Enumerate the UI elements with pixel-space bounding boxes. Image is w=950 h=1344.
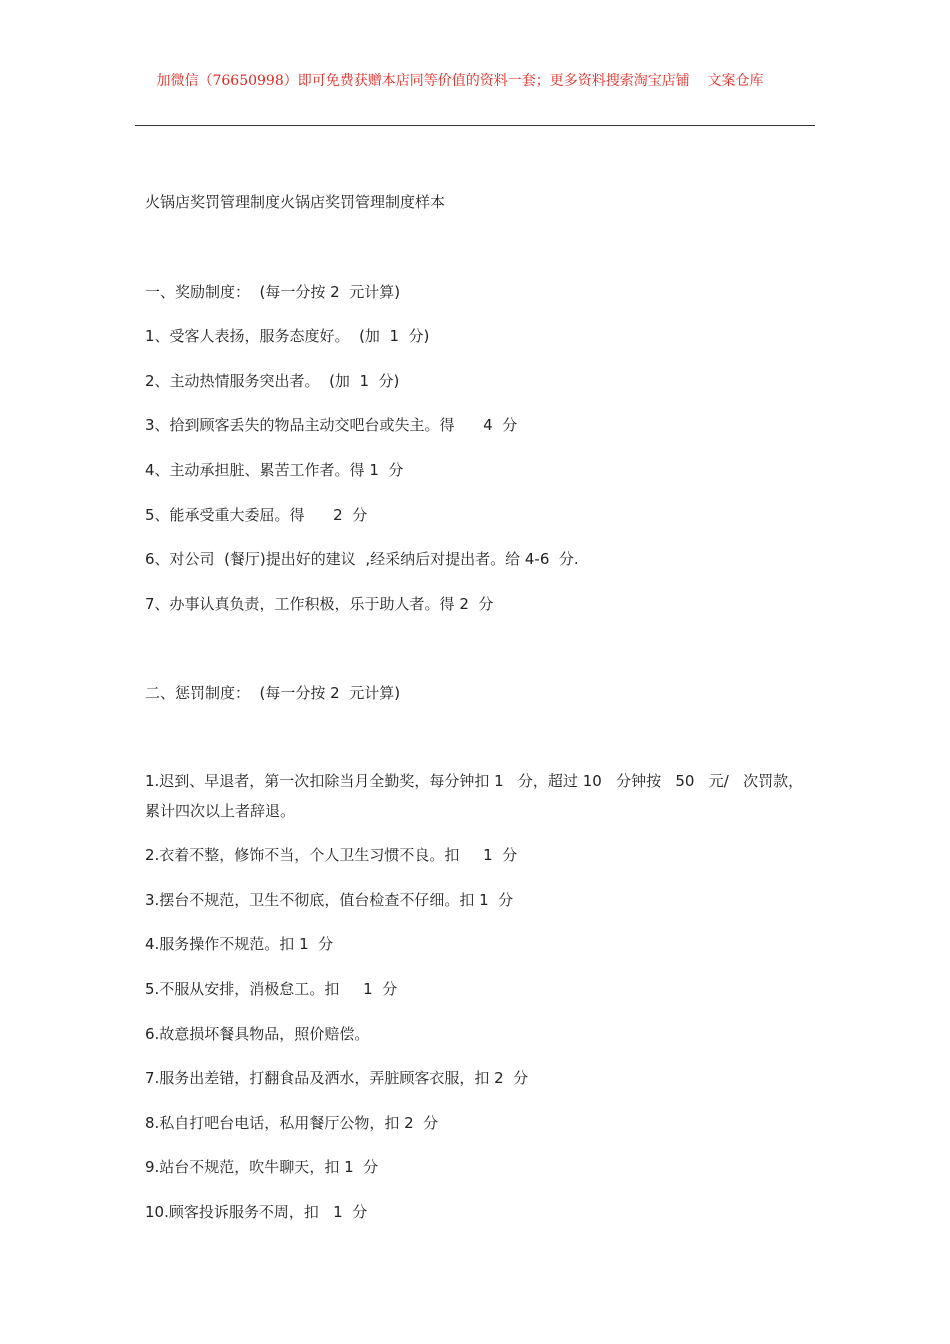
penalty-section-heading: 二、惩罚制度： (每一分按 2 元计算) [145, 684, 401, 702]
penalty-item: 10.顾客投诉服务不周，扣 1 分 [145, 1203, 368, 1221]
reward-item: 7、办事认真负责，工作积极，乐于助人者。得 2 分 [145, 595, 494, 613]
reward-section-heading: 一、奖励制度： (每一分按 2 元计算) [145, 283, 401, 301]
penalty-item: 7.服务出差错，打翻食品及洒水，弄脏顾客衣服，扣 2 分 [145, 1069, 529, 1087]
reward-item: 5、能承受重大委屈。得 2 分 [145, 506, 368, 524]
penalty-item: 8.私自打吧台电话，私用餐厅公物，扣 2 分 [145, 1114, 439, 1132]
header-divider [135, 125, 815, 126]
header-notice: 加微信（76650998）即可免费获赠本店同等价值的资料一套；更多资料搜索淘宝店铺 文案仓库 [156, 73, 764, 89]
reward-item: 3、拾到顾客丢失的物品主动交吧台或失主。得 4 分 [145, 416, 518, 434]
penalty-item: 2.衣着不整，修饰不当，个人卫生习惯不良。扣 1 分 [145, 846, 518, 864]
reward-item: 6、对公司 (餐厅)提出好的建议 ,经采纳后对提出者。给 4-6 分. [145, 550, 579, 568]
penalty-item: 1.迟到、早退者，第一次扣除当月全勤奖，每分钟扣 1 分，超过 10 分钟按 50 元/ 次罚款，累计四次以上者辞退。 [145, 772, 804, 820]
penalty-item: 3.摆台不规范，卫生不彻底，值台检查不仔细。扣 1 分 [145, 891, 514, 909]
reward-item: 2、主动热情服务突出者。 (加 1 分) [145, 372, 400, 390]
reward-item: 1、受客人表扬，服务态度好。 (加 1 分) [145, 327, 430, 345]
penalty-item: 4.服务操作不规范。扣 1 分 [145, 935, 334, 953]
penalty-item: 5.不服从安排，消极怠工。扣 1 分 [145, 980, 398, 998]
document-title: 火锅店奖罚管理制度火锅店奖罚管理制度样本 [145, 193, 446, 211]
penalty-item: 9.站台不规范，吹牛聊天，扣 1 分 [145, 1158, 379, 1176]
penalty-item: 6.故意损坏餐具物品，照价赔偿。 [145, 1025, 370, 1043]
reward-item: 4、主动承担脏、累苦工作者。得 1 分 [145, 461, 404, 479]
